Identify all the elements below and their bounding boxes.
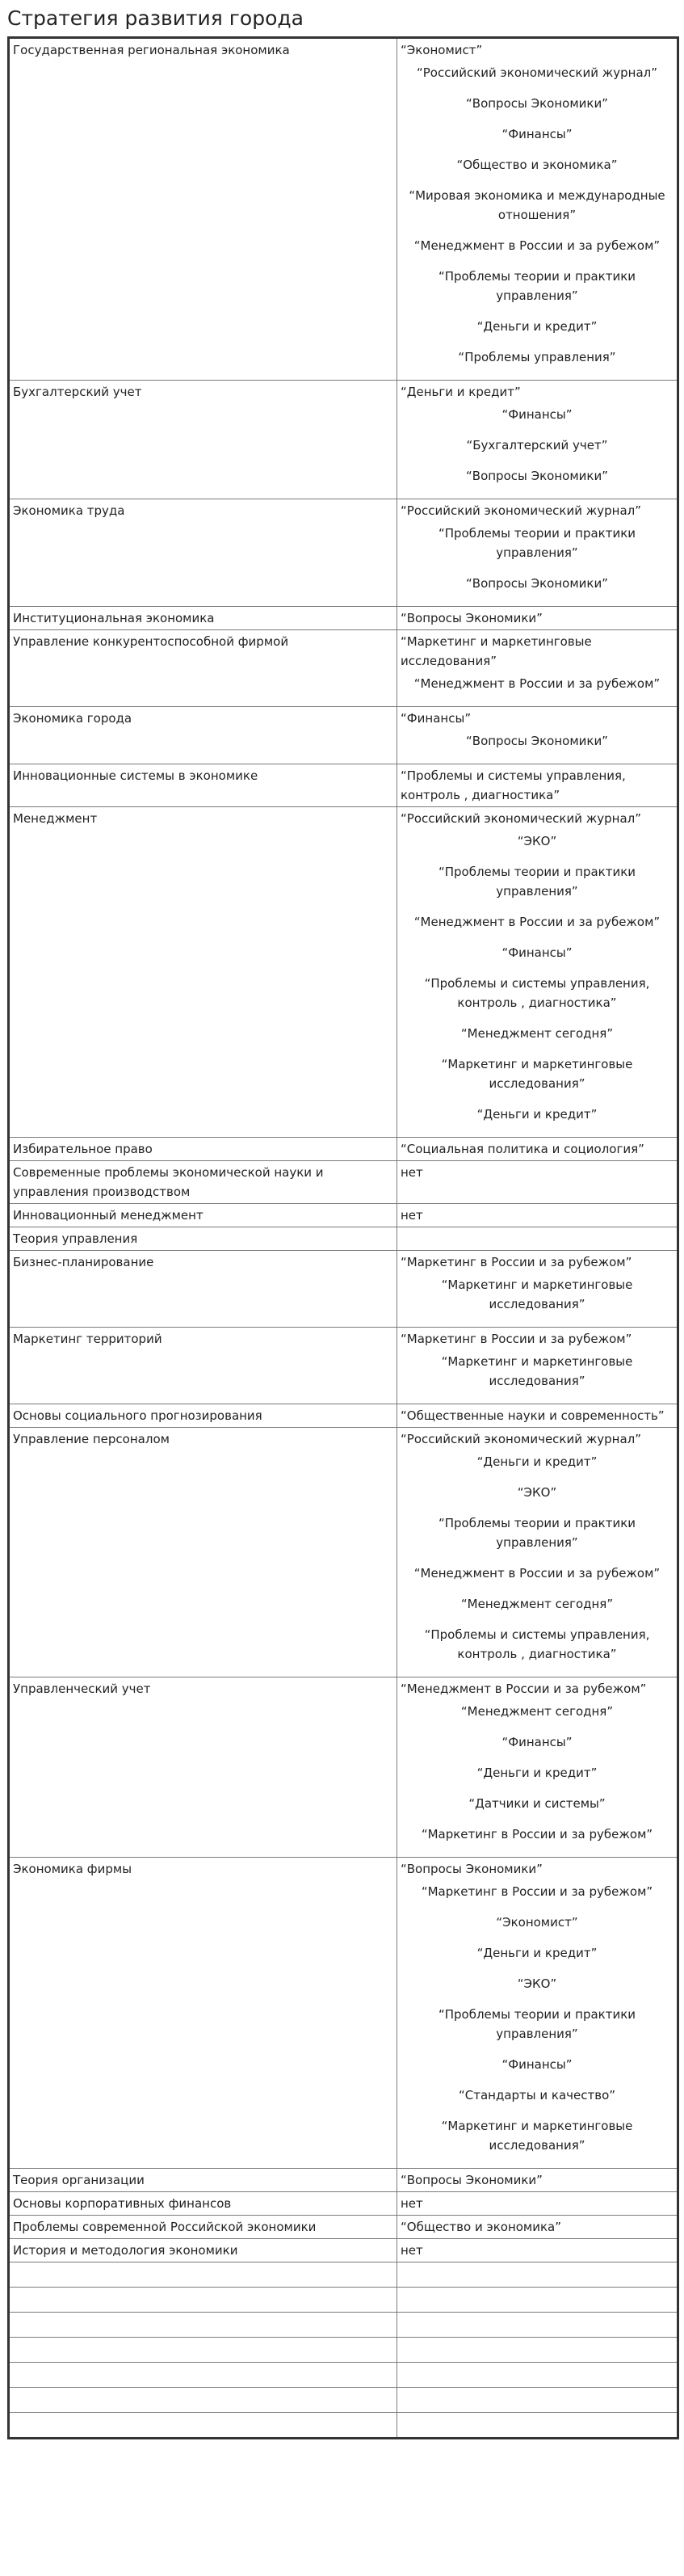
journal-name: “Проблемы теории и практики управления” [438, 269, 636, 303]
table-row [9, 707, 678, 764]
subject-name: Маркетинг территорий [13, 1332, 162, 1346]
subject-name: Основы корпоративных финансов [13, 2196, 232, 2211]
subject-name: Экономика труда [13, 503, 125, 518]
subject-name: Институциональная экономика [13, 611, 215, 625]
subject-cell [9, 1328, 397, 1404]
journal-name: нет [401, 2196, 423, 2211]
journal-name: “Маркетинг в России и за рубежом” [401, 1255, 632, 1269]
page-title: Стратегия развития города [7, 6, 304, 30]
empty-cell [9, 2338, 397, 2363]
journal-name: “Деньги и кредит” [476, 1946, 598, 1960]
journal-name: “Проблемы теории и практики управления” [438, 865, 636, 899]
journal-name: “Менеджмент сегодня” [460, 1597, 614, 1611]
journal-name: “Вопросы Экономики” [401, 2173, 543, 2187]
journal-name: “Менеджмент сегодня” [460, 1704, 614, 1719]
journal-name: “Деньги и кредит” [476, 1107, 598, 1122]
journal-name: “Российский экономический журнал” [401, 503, 642, 518]
journal-name: “Деньги и кредит” [476, 319, 598, 334]
empty-table-row [9, 2413, 678, 2439]
journal-name: “Финансы” [501, 1735, 573, 1749]
subject-cell [9, 2169, 397, 2192]
journal-name: “ЭКО” [517, 834, 557, 848]
empty-cell [397, 2288, 678, 2313]
table-body [9, 38, 678, 2439]
table-row [9, 1404, 678, 1428]
table-row [9, 1251, 678, 1328]
journal-name: “Финансы” [501, 945, 573, 960]
journal-name: “Маркетинг и маркетинговые исследования” [441, 1354, 633, 1388]
table-row [9, 2216, 678, 2239]
subject-cell [9, 1428, 397, 1677]
journal-name: “Маркетинг в России и за рубежом” [421, 1827, 653, 1842]
journals-cell [397, 1404, 678, 1428]
empty-table-row [9, 2262, 678, 2288]
subject-cell [9, 1858, 397, 2169]
empty-table-row [9, 2338, 678, 2363]
journal-name: “Маркетинг и маркетинговые исследования” [401, 634, 592, 668]
subject-cell [9, 499, 397, 607]
journal-name: “Деньги и кредит” [476, 1766, 598, 1780]
journals-cell [397, 764, 678, 807]
journal-name: “Мировая экономика и международные отношения” [409, 188, 665, 222]
journals-cell [397, 1138, 678, 1161]
journal-name: “Проблемы и системы управления, контроль , диагностика” [401, 768, 626, 802]
subject-cell [9, 1251, 397, 1328]
journals-cell [397, 1161, 678, 1204]
journals-cell [397, 807, 678, 1138]
journal-name: нет [401, 1208, 423, 1223]
table-row [9, 764, 678, 807]
subject-name: Современные проблемы экономической науки и управления производством [13, 1165, 324, 1199]
empty-cell [397, 2262, 678, 2288]
subject-name: Теория организации [13, 2173, 145, 2187]
subject-name: Основы социального прогнозирования [13, 1408, 262, 1423]
journals-cell [397, 499, 678, 607]
journal-name: “Деньги и кредит” [401, 385, 521, 399]
subject-name: Инновационные системы в экономике [13, 768, 258, 783]
journal-name: “Менеджмент в России и за рубежом” [401, 1682, 647, 1696]
subject-cell [9, 381, 397, 499]
journal-name: нет [401, 2243, 423, 2258]
journal-name: “Стандарты и качество” [458, 2088, 616, 2102]
table-row [9, 1138, 678, 1161]
subject-name: Бухгалтерский учет [13, 385, 142, 399]
empty-cell [9, 2262, 397, 2288]
journals-cell [397, 630, 678, 707]
empty-cell [397, 2338, 678, 2363]
subject-cell [9, 2192, 397, 2216]
journals-cell [397, 2192, 678, 2216]
journal-name: “Общество и экономика” [456, 158, 618, 172]
journal-name: “Российский экономический журнал” [416, 65, 657, 80]
table-row [9, 38, 678, 381]
empty-cell [397, 2363, 678, 2388]
journal-name: “Социальная политика и социология” [401, 1142, 644, 1156]
journal-name: “Финансы” [401, 711, 472, 726]
journals-cell [397, 707, 678, 764]
journal-name: “Деньги и кредит” [476, 1454, 598, 1469]
journal-name: “Маркетинг в России и за рубежом” [421, 1884, 653, 1899]
journal-name: “Проблемы теории и практики управления” [438, 2007, 636, 2041]
empty-cell [9, 2388, 397, 2413]
subject-cell [9, 707, 397, 764]
subject-cell [9, 2239, 397, 2262]
journal-name: “Вопросы Экономики” [466, 734, 608, 748]
journal-name: “Менеджмент в России и за рубежом” [413, 238, 661, 253]
table-row [9, 2192, 678, 2216]
journal-name: “Маркетинг и маркетинговые исследования” [441, 2119, 633, 2153]
subject-name: Управленческий учет [13, 1682, 151, 1696]
journals-cell [397, 1328, 678, 1404]
journals-cell [397, 381, 678, 499]
journal-name: “Финансы” [501, 127, 573, 141]
journals-cell [397, 1227, 678, 1251]
journal-name: “Проблемы и системы управления, контроль , диагностика” [424, 976, 650, 1010]
journal-name: “Проблемы теории и практики управления” [438, 526, 636, 560]
empty-table-row [9, 2388, 678, 2413]
journal-name: “Менеджмент в России и за рубежом” [413, 676, 661, 691]
table-row [9, 1204, 678, 1227]
empty-cell [397, 2413, 678, 2439]
journals-cell [397, 2239, 678, 2262]
journals-cell [397, 1677, 678, 1858]
subject-cell [9, 1204, 397, 1227]
journal-name: “Проблемы теории и практики управления” [438, 1516, 636, 1550]
journal-name: “Вопросы Экономики” [401, 1862, 543, 1876]
table-row [9, 1328, 678, 1404]
journal-name: “Менеджмент в России и за рубежом” [413, 915, 661, 929]
subject-name: Экономика фирмы [13, 1862, 132, 1876]
subject-name: Государственная региональная экономика [13, 43, 290, 57]
empty-table-row [9, 2363, 678, 2388]
journal-name: “Маркетинг в России и за рубежом” [401, 1332, 632, 1346]
table-row [9, 1161, 678, 1204]
empty-cell [9, 2363, 397, 2388]
empty-cell [9, 2313, 397, 2338]
journal-name: “Финансы” [501, 2057, 573, 2072]
subject-cell [9, 1138, 397, 1161]
journal-name: “Вопросы Экономики” [401, 611, 543, 625]
empty-table-row [9, 2288, 678, 2313]
journal-name: “Экономист” [401, 43, 483, 57]
empty-cell [397, 2313, 678, 2338]
subject-name: Управление конкурентоспособной фирмой [13, 634, 289, 649]
journal-name: “Маркетинг и маркетинговые исследования” [441, 1057, 633, 1091]
subject-name: Инновационный менеджмент [13, 1208, 204, 1223]
subject-name: Проблемы современной Российской экономики [13, 2220, 317, 2234]
subject-cell [9, 38, 397, 381]
subject-name: Избирательное право [13, 1142, 153, 1156]
journal-name: “Экономист” [496, 1915, 578, 1930]
journal-name: “Вопросы Экономики” [466, 96, 608, 111]
journal-name: “ЭКО” [517, 1485, 557, 1500]
subject-cell [9, 1404, 397, 1428]
empty-cell [397, 2388, 678, 2413]
table-row [9, 2169, 678, 2192]
journals-cell [397, 1858, 678, 2169]
journal-name: “Вопросы Экономики” [466, 469, 608, 483]
journal-name: “Финансы” [501, 407, 573, 422]
empty-table-row [9, 2313, 678, 2338]
subject-cell [9, 607, 397, 630]
journal-name: “Вопросы Экономики” [466, 576, 608, 591]
journal-name: “Общественные науки и современность” [401, 1408, 665, 1423]
empty-cell [9, 2413, 397, 2439]
journals-cell [397, 1204, 678, 1227]
table-row [9, 807, 678, 1138]
table-row [9, 607, 678, 630]
subject-cell [9, 630, 397, 707]
subject-cell [9, 1161, 397, 1204]
journals-cell [397, 2169, 678, 2192]
journals-cell [397, 1251, 678, 1328]
journal-name: “ЭКО” [517, 1976, 557, 1991]
subject-name: История и методология экономики [13, 2243, 238, 2258]
journals-cell [397, 38, 678, 381]
journal-name: “Маркетинг и маркетинговые исследования” [441, 1277, 633, 1311]
subject-name: Бизнес-планирование [13, 1255, 154, 1269]
subject-name: Управление персоналом [13, 1432, 170, 1446]
subject-name: Экономика города [13, 711, 132, 726]
journal-name: “Датчики и системы” [468, 1796, 606, 1811]
table-row [9, 1428, 678, 1677]
journal-name: “Бухгалтерский учет” [466, 438, 608, 452]
table-row [9, 499, 678, 607]
table-row [9, 1227, 678, 1251]
subject-name: Теория управления [13, 1231, 138, 1246]
journal-name: “Проблемы и системы управления, контроль , диагностика” [424, 1627, 650, 1661]
journal-name: “Российский экономический журнал” [401, 811, 642, 826]
journal-name: “Менеджмент в России и за рубежом” [413, 1566, 661, 1581]
journals-cell [397, 607, 678, 630]
subjects-journals-table [7, 36, 679, 2439]
subject-name: Менеджмент [13, 811, 98, 826]
subject-cell [9, 807, 397, 1138]
subject-cell [9, 1227, 397, 1251]
journal-name: нет [401, 1165, 423, 1180]
subject-cell [9, 2216, 397, 2239]
table-row [9, 381, 678, 499]
table-row [9, 2239, 678, 2262]
journal-name: “Российский экономический журнал” [401, 1432, 642, 1446]
table-row [9, 1858, 678, 2169]
subject-cell [9, 764, 397, 807]
empty-cell [9, 2288, 397, 2313]
table-row [9, 1677, 678, 1858]
journal-name: “Менеджмент сегодня” [460, 1026, 614, 1041]
journal-name: “Проблемы управления” [458, 350, 616, 364]
subject-cell [9, 1677, 397, 1858]
table-row [9, 630, 678, 707]
journal-name: “Общество и экономика” [401, 2220, 562, 2234]
journals-cell [397, 1428, 678, 1677]
journals-cell [397, 2216, 678, 2239]
